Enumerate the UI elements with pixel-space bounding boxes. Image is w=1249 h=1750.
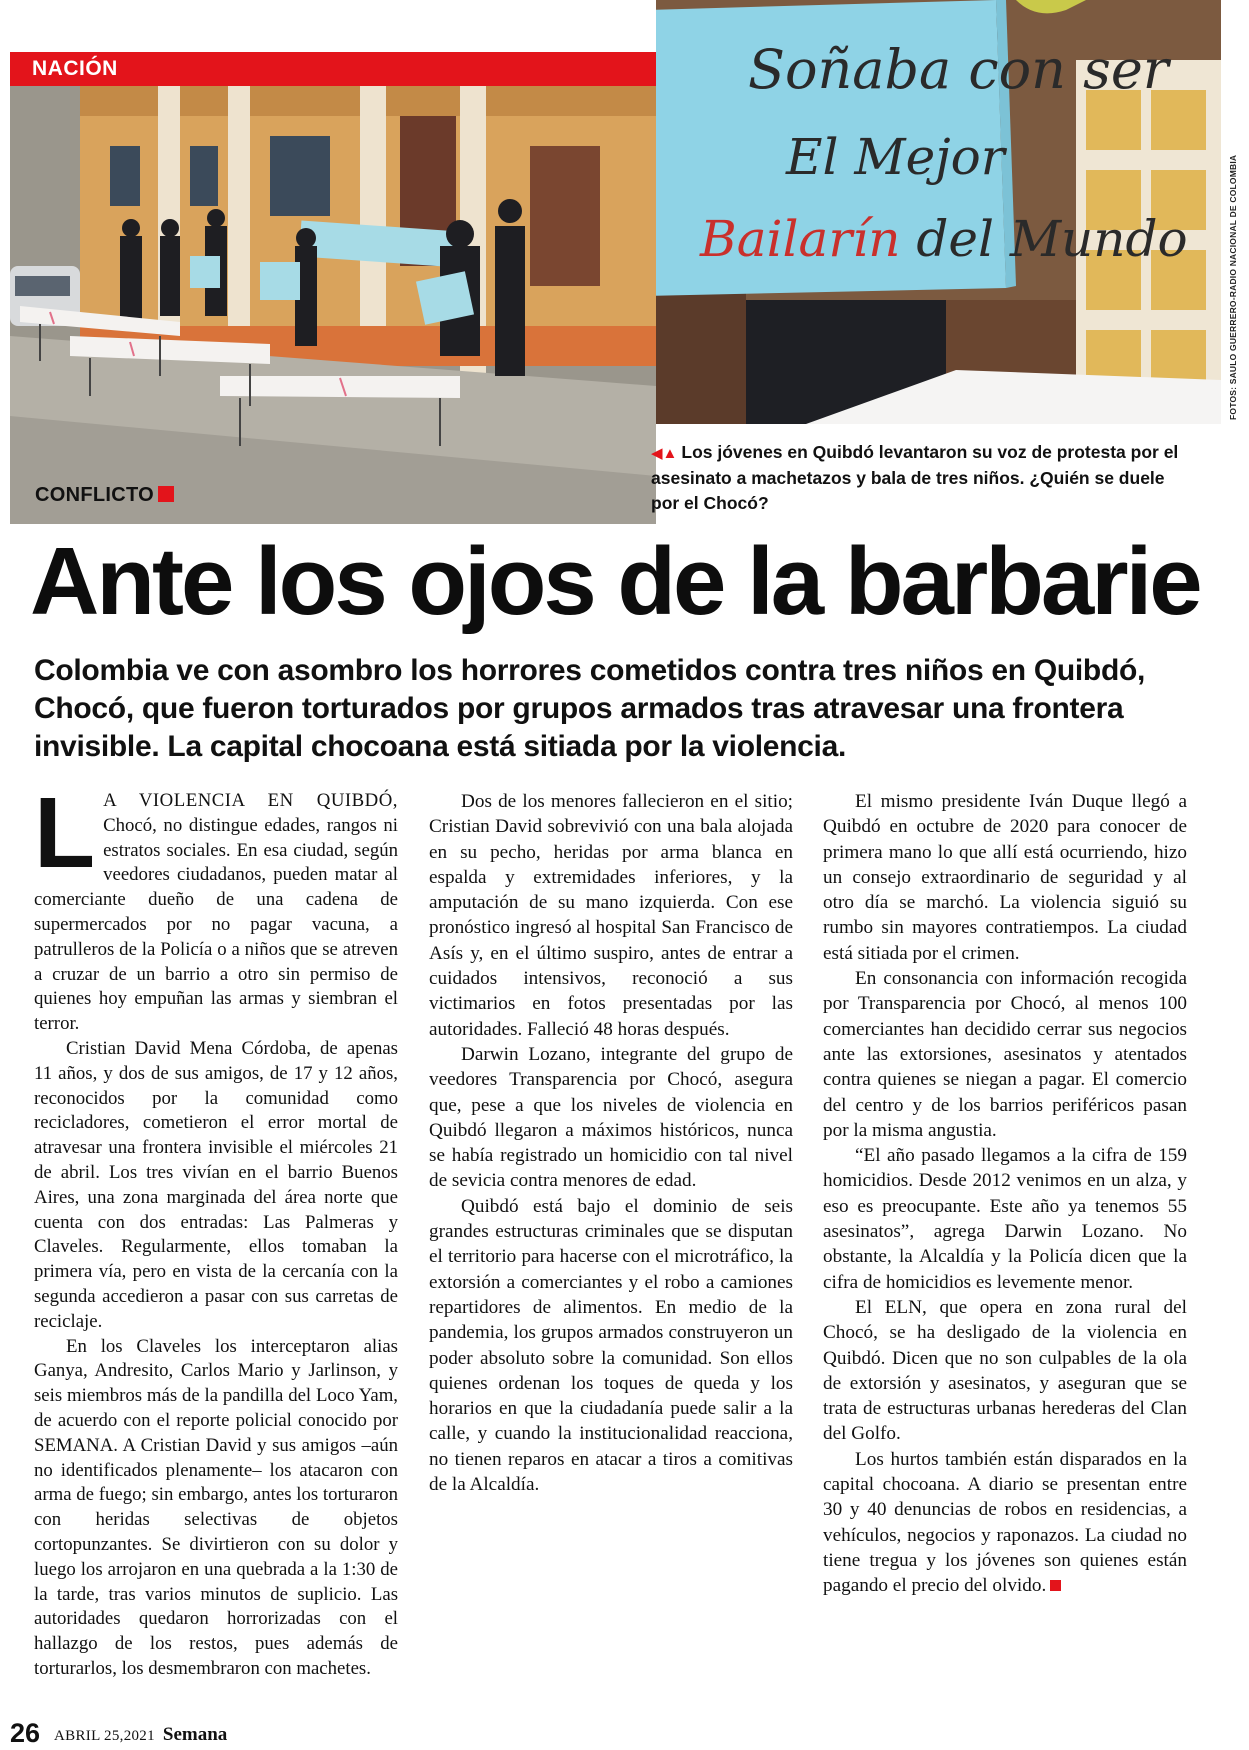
article-paragraph-8: En consonancia con información recogida por Transparencia por Chocó, al menos 100 comerciantes han decidido cerrar sus negocios ante las extorsiones, asesinatos y atentados contra quienes se niegan a pagar. El comercio del centro y de los barrios periféricos pasan por la misma angustia. <box>823 968 1187 1141</box>
sign-photo <box>656 0 1221 424</box>
article-paragraph-7: El mismo presidente Iván Duque llegó a Quibdó en octubre de 2020 para conocer de primera mano lo que allí está ocurriendo, hizo un consejo extraordinario de seguridad y al otro día se marchó. La violencia siguió su rumbo sin mayores contratiempos. La ciudad está sitiada por el crimen. <box>823 791 1187 964</box>
lead-caps: A VIOLENCIA EN QUIBDÓ, <box>103 790 398 811</box>
article-paragraph-9: “El año pasado llegamos a la cifra de 159 homicidios. Desde 2012 venimos en un alza, y eso es preocupante. Este año ya tenemos 55 asesinatos”, agrega Darwin Lozano. No obstante, la Alcaldía y la Policía dicen que la cifra de homicidios es levemente menor. <box>823 1145 1187 1293</box>
article-column-3 <box>823 789 1187 1599</box>
article-paragraph-6: Quibdó está bajo el dominio de seis grandes estructuras criminales que se disputan el territorio para hacerse con el microtráfico, la extorsión a comerciantes y el robo a camiones repartidores de alimentos. En medio de la pandemia, los grupos armados construyeron un poder absoluto sobre la comunidad. Son ellos quienes ordenan los toques de queda y los horarios en que la ciudadanía puede salir a la calle, y cuando la institucionalidad reacciona, no tienen reparos en atacar a tiros a comitivas de la Alcaldía. <box>429 1195 793 1496</box>
page-number: 26 <box>10 1718 41 1748</box>
paragraph-11-text: Los hurtos también están disparados en la capital chocoana. A diario se presentan entre 30 y 40 denuncias de robos en residencias, a vehículos, negocios y raponazos. La ciudad no tiene tregua y los jóvenes son quienes están pagando el precio del olvido. <box>823 1448 1187 1597</box>
article-paragraph-10: El ELN, que opera en zona rural del Chocó, se ha desligado de la violencia en Quibdó. Dicen que no son culpables de la ola de extorsión y asesinatos, y aseguran que se trata de estructuras urbanas herederas del Clan del Golfo. <box>823 1296 1187 1445</box>
article-paragraph-4: Dos de los menores fallecieron en el sitio; Cristian David sobrevivió con una bala alojada en su pecho, heridas por arma blanca en espalda y extremidades inferiores, y la amputación de su mano izquierda. Con ese pronóstico ingresó al hospital San Francisco de Asís y, en el último suspiro, antes de entrar a cuidados intensivos, reconoció a sus victimarios en fotos presentadas por las autoridades. Falleció 48 horas después. <box>429 791 793 1040</box>
photo-credit: FOTOS: SAULO GUERRERO-RADIO NACIONAL DE COLOMBIA <box>1228 154 1238 420</box>
photo-caption <box>651 440 1197 516</box>
red-square-icon <box>158 486 174 502</box>
article-paragraph-2: Cristian David Mena Córdoba, de apenas 11 años, y dos de sus amigos, de 17 y 12 años, reconocidos por la comunidad como recicladores, cometieron el error mortal de atravesar una frontera invisible el miércoles 21 de abril. Los tres vivían en el barrio Buenos Aires, una zona marginada del área norte que cuenta con dos entradas: Las Palmeras y Claveles. Regularmente, ellos tomaban la primera vía, pero en vista de la cercanía con la segunda accedieron a pasar con sus carretas de reciclaje. <box>34 1037 398 1332</box>
conflicto-tag-label: CONFLICTO <box>35 484 154 506</box>
caption-text: Los jóvenes en Quibdó levantaron su voz de protesta por el asesinato a machetazos y bala de tres niños. ¿Quién se duele por el Chocó? <box>651 442 1179 513</box>
article-paragraph-5: Darwin Lozano, integrante del grupo de veedores Transparencia por Chocó, asegura que, pese a que los niveles de violencia en Quibdó llegaron a máximos históricos, nunca se había registrado un homicidio con tal nivel de sevicia contra menores de edad. <box>429 1043 793 1192</box>
sign-text-line2: El Mejor <box>786 128 1005 186</box>
sign-text-red-word: Bailarín <box>700 210 901 268</box>
end-mark-icon <box>1050 1580 1061 1591</box>
article-column-1 <box>34 777 398 1682</box>
conflicto-tag <box>35 484 174 507</box>
article-paragraph-3: En los Claveles los interceptaron alias Ganya, Andresito, Carlos Mario y Jarlinson, y seis miembros más de la pandilla del Loco Yam, de acuerdo con el reporte policial conocido por SEMANA. A Cristian David y sus amigos –aún no identificados plenamente– los atacaron con arma de fuego; sin embargo, antes los torturaron con heridas selectivas de objetos cortopunzantes. Se divirtieron con su dolor y luego los arrojaron en una quebrada a la 1:30 de la tarde, tras varios minutos de suplicio. Las autoridades quedaron horrorizadas con el hallazgo de los restos, pues además de torturarlos, los desmembraron con machetes. <box>34 1335 398 1679</box>
protest-photo <box>10 86 656 524</box>
page-footer <box>10 1718 227 1749</box>
article-column-2 <box>429 789 793 1497</box>
caption-arrows-icon: ◀▲ <box>651 445 678 462</box>
article-paragraph-11 <box>823 1447 1187 1599</box>
section-bar <box>10 52 656 86</box>
paragraph-1-text: Chocó, no distingue edades, rangos ni estratos sociales. En esa ciudad, según veedores ciudadanos, pueden matar al comerciante dueño de una cadena de supermercados por no pagar vacuna, a patrulleros de la Policía o a niños que se atreven a cruzar de un barrio a otro sin permiso de quienes hoy empuñan las armas y siembran el terror. <box>34 814 398 1035</box>
sign-text-line3 <box>700 210 1188 268</box>
headline: Ante los ojos de la barbarie <box>30 528 1200 635</box>
article-paragraph-1 <box>34 777 398 1037</box>
magazine-name: Semana <box>162 1724 228 1745</box>
issue-date: ABRIL 25,2021 <box>54 1728 155 1744</box>
protest-photo-illustration <box>10 86 656 524</box>
sign-text-rest: del Mundo <box>916 210 1188 268</box>
dropcap: L <box>34 777 96 889</box>
section-label: NACIÓN <box>32 57 118 80</box>
subheadline: Colombia ve con asombro los horrores cometidos contra tres niños en Quibdó, Chocó, que fueron torturados por grupos armados tras atravesar una frontera invisible. La capital chocoana está sitiada por la violencia. <box>34 654 1146 763</box>
sign-text-line1: Soñaba con ser <box>748 38 1169 101</box>
